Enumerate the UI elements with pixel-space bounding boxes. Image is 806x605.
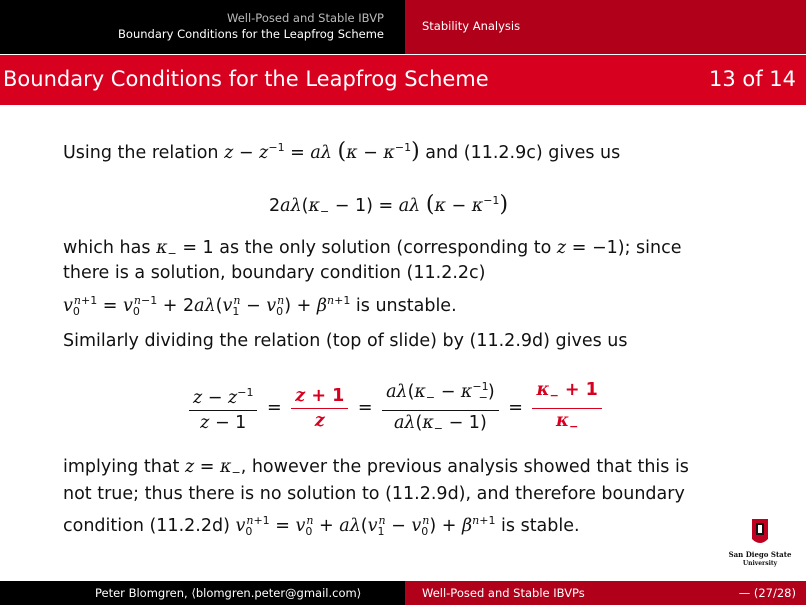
footer-bar [0, 581, 806, 605]
text-line-4: $v_0^{n+1} = v_0^{n-1} + 2a\lambda(v_1^n - v_0^n) + \beta^{n+1}$ is unstable. [63, 294, 457, 318]
frame-title-bar [0, 55, 806, 105]
footer-title: Well-Posed and Stable IBVPs [422, 586, 585, 600]
current-section-label[interactable]: Stability Analysis [422, 19, 521, 33]
text-line-2: which has $\kappa_- = 1$ as the only solution (corresponding to z = −1); since [63, 238, 682, 260]
frame-page-counter: 13 of 14 [708, 67, 796, 91]
text-line-6: implying that $z = \kappa_-$, however the previous analysis showed that this is [63, 457, 689, 479]
text-line-3: there is a solution, boundary condition (11.2.2c) [63, 263, 486, 283]
section-title[interactable]: Well-Posed and Stable IBVP [227, 11, 384, 25]
footer-author: Peter Blomgren, ⟨blomgren.peter@gmail.com⟩ [95, 586, 362, 600]
logo-line2: University [742, 560, 778, 567]
top-navigation-bar [0, 0, 806, 54]
text-line-7: not true; thus there is no solution to (11.2.9d), and therefore boundary [63, 484, 685, 504]
current-section-nav[interactable] [405, 0, 806, 54]
text-line-5: Similarly dividing the relation (top of slide) by (11.2.9d) gives us [63, 331, 628, 351]
subsection-title[interactable]: Boundary Conditions for the Leapfrog Scheme [118, 27, 384, 41]
equation-2: $\frac{z - z^{-1}}{z - 1}$ = $\frac{z + 1}{z}$ = $\frac{a\lambda(\kappa_- - \kappa^{-1}_-)}{a\lambda(\kappa_- - 1)}$ = $\frac{\kappa_- + 1}{\kappa_-}$ [185, 375, 606, 441]
sdsu-shield-icon [722, 517, 798, 567]
footer-page-numbers: — (27/28) [738, 586, 796, 600]
footer-title-box [405, 581, 806, 605]
section-nav[interactable] [0, 0, 395, 54]
frame-title: Boundary Conditions for the Leapfrog Scheme [3, 67, 489, 91]
university-logo [722, 517, 798, 567]
logo-line1: San Diego State [728, 550, 792, 559]
footer-author-box [0, 581, 405, 605]
text-line-8: condition (11.2.2d) $v_0^{n+1} = v_0^n + a\lambda(v_1^n - v_0^n) + \beta^{n+1}$ is stable. [63, 514, 580, 538]
equation-1: $2a\lambda(\kappa_- - 1) = a\lambda$ $(\kappa - \kappa^{-1})$ [269, 192, 509, 218]
text-line-1: Using the relation $z - z^{-1} = a\lambda$ $(\kappa - \kappa^{-1})$ and (11.2.9c) gives us [63, 139, 621, 164]
